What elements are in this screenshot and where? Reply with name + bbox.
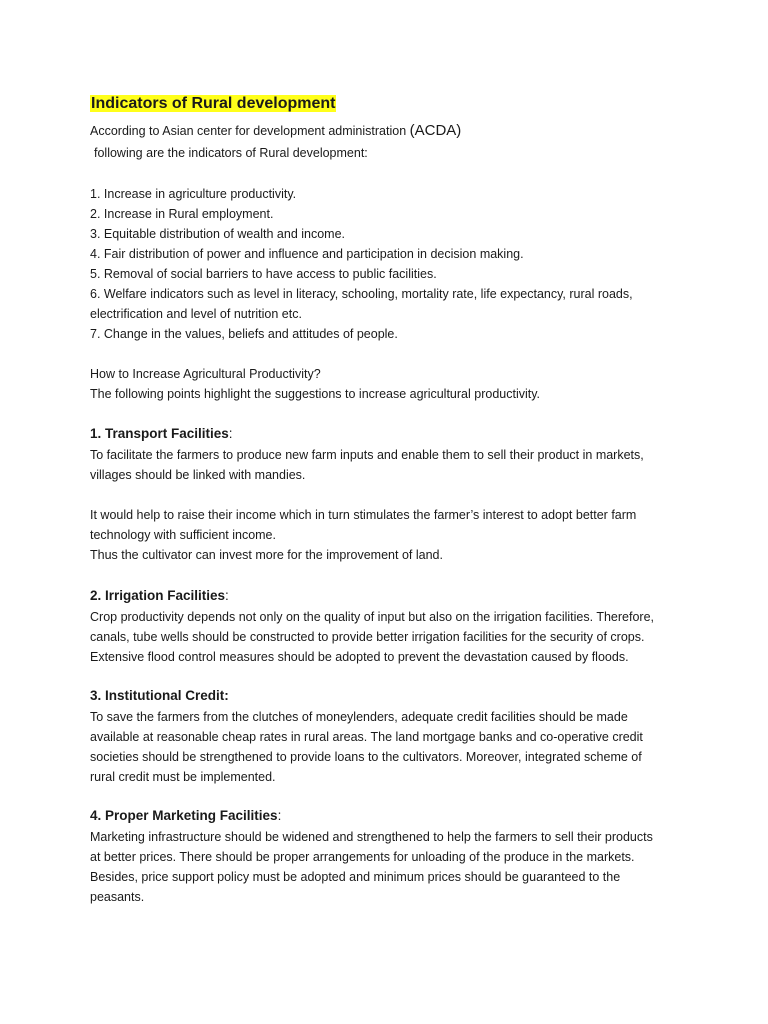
section-irrigation — [90, 585, 690, 667]
document-title — [90, 92, 690, 116]
section-heading: 3. Institutional Credit: — [90, 688, 229, 703]
section-line: societies should be strengthened to provide loans to the cultivators. Moreover, integrated scheme of — [90, 750, 642, 764]
list-item: 1. Increase in agriculture productivity. — [90, 187, 297, 201]
list-item: 4. Fair distribution of power and influence and participation in decision making. — [90, 247, 524, 261]
spacer — [90, 344, 690, 364]
intro-line-2: following are the indicators of Rural development: — [94, 146, 368, 160]
section-marketing — [90, 805, 690, 907]
list-item: 7. Change in the values, beliefs and attitudes of people. — [90, 327, 398, 341]
spacer — [90, 485, 690, 505]
section-line: rural credit must be implemented. — [90, 770, 276, 784]
indicators-list — [90, 184, 690, 344]
section-line: It would help to raise their income which in turn stimulates the farmer’s interest to adopt better farm — [90, 508, 637, 522]
spacer — [90, 565, 690, 585]
section-line: peasants. — [90, 890, 145, 904]
spacer — [90, 404, 690, 423]
section-line: at better prices. There should be proper arrangements for unloading of the produce in the markets. — [90, 850, 635, 864]
section-line: canals, tube wells should be constructed to provide better irrigation facilities for the security of crops. — [90, 630, 645, 644]
list-item: 2. Increase in Rural employment. — [90, 207, 274, 221]
section-line: villages should be linked with mandies. — [90, 468, 306, 482]
acda-acronym: (ACDA) — [409, 122, 462, 139]
section-heading: 4. Proper Marketing Facilities: — [90, 808, 282, 823]
spacer — [90, 787, 690, 805]
section-line: technology with sufficient income. — [90, 528, 276, 542]
spacer — [90, 667, 690, 685]
section-line: To facilitate the farmers to produce new farm inputs and enable them to sell their product in markets, — [90, 448, 644, 462]
highlighted-title: Indicators of Rural development — [91, 95, 336, 112]
list-item: electrification and level of nutrition etc. — [90, 307, 302, 321]
section-line: Marketing infrastructure should be widened and strengthened to help the farmers to sell their products — [90, 830, 653, 844]
section-line: Thus the cultivator can invest more for the improvement of land. — [90, 548, 443, 562]
document-page — [90, 92, 690, 907]
section-line: Crop productivity depends not only on the quality of input but also on the irrigation facilities. Therefore, — [90, 610, 654, 624]
section-heading: 2. Irrigation Facilities: — [90, 588, 229, 603]
spacer — [90, 164, 690, 184]
question-subtext: The following points highlight the suggestions to increase agricultural productivity. — [90, 387, 541, 401]
list-item: 6. Welfare indicators such as level in literacy, schooling, mortality rate, life expectancy, rural roads, — [90, 287, 633, 301]
section-line: Extensive flood control measures should be adopted to prevent the devastation caused by floods. — [90, 650, 629, 664]
intro-paragraph — [90, 120, 690, 164]
section-line: Besides, price support policy must be adopted and minimum prices should be guaranteed to the — [90, 870, 621, 884]
section-heading: 1. Transport Facilities: — [90, 426, 233, 441]
section-transport — [90, 423, 690, 565]
intro-line-1: According to Asian center for development administration (ACDA) — [90, 122, 462, 139]
section-line: To save the farmers from the clutches of moneylenders, adequate credit facilities should be made — [90, 710, 628, 724]
section-credit — [90, 685, 690, 787]
list-item: 3. Equitable distribution of wealth and income. — [90, 227, 346, 241]
question-heading: How to Increase Agricultural Productivity? — [90, 367, 321, 381]
section-line: available at reasonable cheap rates in rural areas. The land mortgage banks and co-operative credit — [90, 730, 643, 744]
list-item: 5. Removal of social barriers to have access to public facilities. — [90, 267, 437, 281]
